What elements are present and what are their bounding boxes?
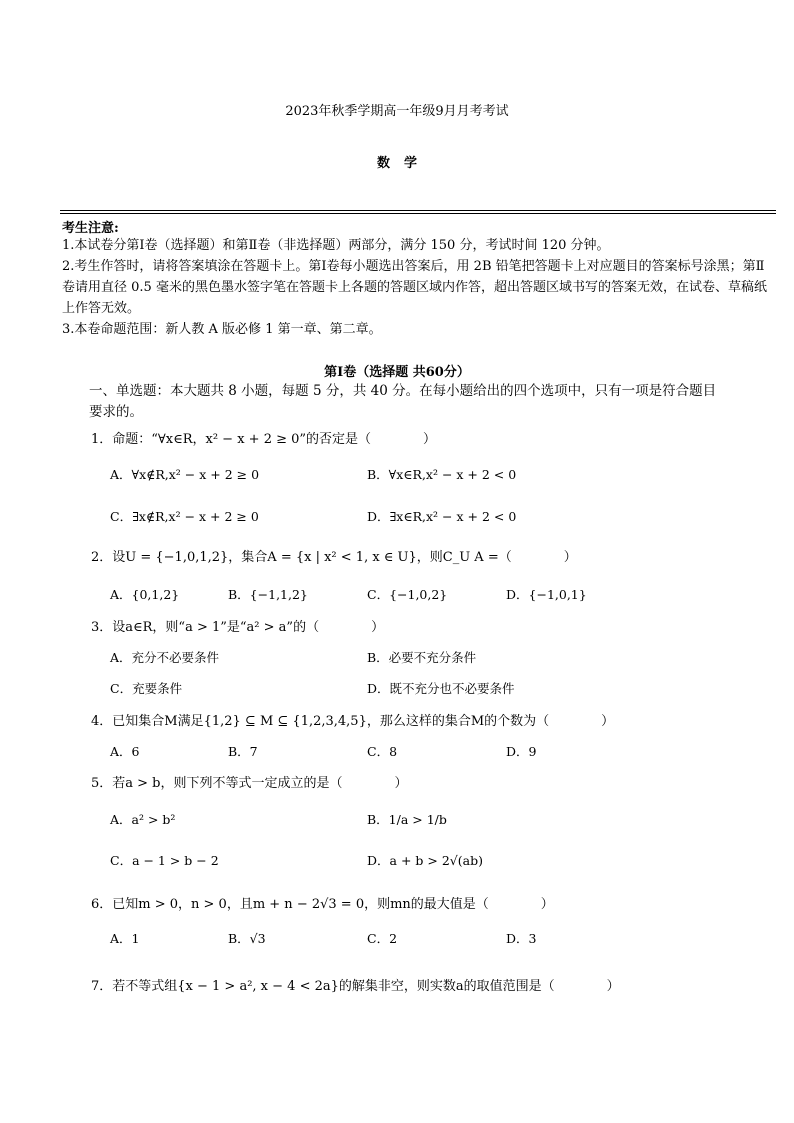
question-5-option-d: D．a + b > 2√(ab) (367, 853, 483, 868)
section-instructions: 一、单选题：本大题共 8 小题，每题 5 分，共 40 分。在每小题给出的四个选项中，只有一项是符合题目要求的。 (89, 383, 717, 420)
question-2-option-a: A．{0,1,2} (110, 587, 180, 602)
divider-line-bottom (60, 213, 776, 214)
question-2-stem: 2．设U = {−1,0,1,2}，集合A = {x | x² < 1, x ∈ U}，则C_U A =（ ） (91, 550, 577, 565)
question-6-option-c: C．2 (367, 931, 398, 946)
notes-heading: 考生注意: (62, 221, 119, 236)
question-4-stem: 4．已知集合M满足{1,2} ⊆ M ⊆ {1,2,3,4,5}，那么这样的集合M的个数为（ ） (91, 714, 615, 729)
question-6-option-d: D．3 (506, 931, 537, 946)
question-5-option-c: C．a − 1 > b − 2 (110, 853, 219, 868)
question-4-option-c: C．8 (367, 744, 398, 759)
question-3-option-b: B．必要不充分条件 (367, 650, 477, 665)
divider-line-top (60, 210, 776, 211)
question-2-option-c: C．{−1,0,2} (367, 587, 448, 602)
question-6-option-b: B．√3 (228, 931, 266, 946)
question-4-option-a: A．6 (110, 744, 140, 759)
question-3-stem: 3．设a∈R，则“a > 1”是“a² > a”的（ ） (91, 620, 385, 635)
question-1-option-d: D．∃x∈R,x² − x + 2 < 0 (367, 509, 517, 524)
question-5-option-a: A．a² > b² (110, 812, 176, 827)
question-4-option-b: B．7 (228, 744, 258, 759)
note-item-3: 3.本卷命题范围：新人教 A 版必修 1 第一章、第二章。 (62, 322, 382, 337)
question-1-option-b: B．∀x∈R,x² − x + 2 < 0 (367, 467, 517, 482)
question-7-stem: 7．若不等式组{x − 1 > a², x − 4 < 2a}的解集非空，则实数a的取值范围是（ ） (91, 979, 620, 994)
question-4-option-d: D．9 (506, 744, 537, 759)
section-heading: 第Ⅰ卷（选择题 共60分） (324, 365, 470, 380)
question-2-option-b: B．{−1,1,2} (228, 587, 308, 602)
question-3-option-c: C．充要条件 (110, 681, 183, 696)
question-1-stem: 1．命题：“∀x∈R，x² − x + 2 ≥ 0”的否定是（ ） (91, 432, 437, 447)
question-3-option-a: A．充分不必要条件 (110, 650, 220, 665)
question-3-option-d: D．既不充分也不必要条件 (367, 681, 515, 696)
subject-title: 数学 (376, 156, 431, 171)
question-6-stem: 6．已知m > 0，n > 0，且m + n − 2√3 = 0，则mn的最大值是（ ） (91, 897, 554, 912)
question-2-option-d: D．{−1,0,1} (506, 587, 587, 602)
exam-title: 2023年秋季学期高一年级9月月考考试 (285, 104, 509, 119)
note-item-1: 1.本试卷分第Ⅰ卷（选择题）和第Ⅱ卷（非选择题）两部分，满分 150 分，考试时间 120 分钟。 (62, 238, 610, 253)
question-5-option-b: B．1/a > 1/b (367, 812, 447, 827)
question-6-option-a: A．1 (110, 931, 140, 946)
question-5-stem: 5．若a > b，则下列不等式一定成立的是（ ） (91, 776, 408, 791)
note-item-2: 2.考生作答时，请将答案填涂在答题卡上。第Ⅰ卷每小题选出答案后，用 2B 铅笔把答题卡上对应题目的答案标号涂黑；第Ⅱ卷请用直径 0.5 毫米的黑色墨水签字笔在答题卡上各题的答题区域内作答，超出答题区域书写的答案无效，在试卷、草稿纸上作答无效。 (62, 259, 767, 316)
question-1-option-c: C．∃x∉R,x² − x + 2 ≥ 0 (110, 509, 259, 524)
question-1-option-a: A．∀x∉R,x² − x + 2 ≥ 0 (110, 467, 260, 482)
